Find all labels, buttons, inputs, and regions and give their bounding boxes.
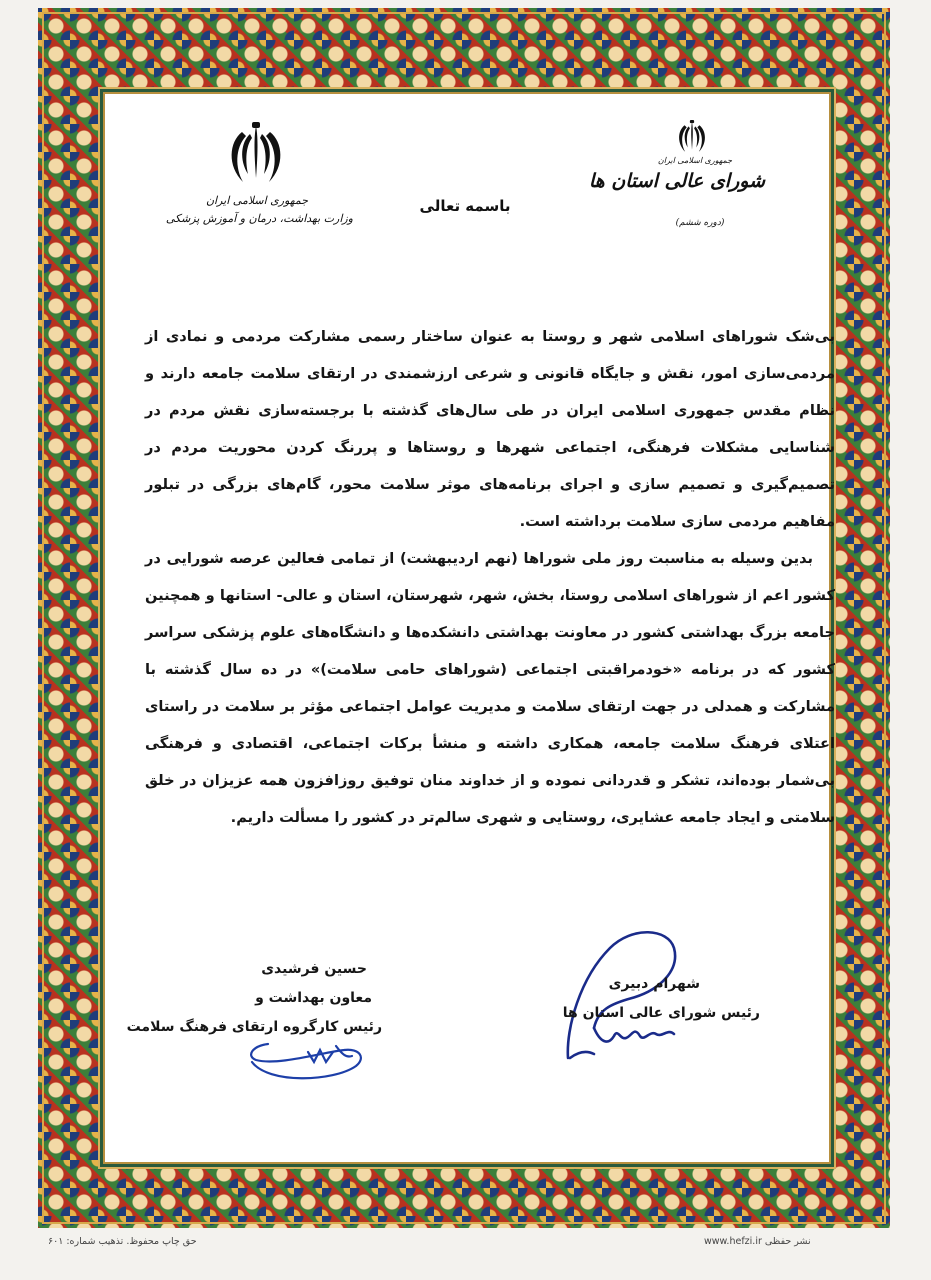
handwritten-signature-left	[238, 1032, 378, 1092]
letter-heading: باسمه تعالی	[419, 197, 511, 215]
signer-title-left-2: رئیس کارگروه ارتقای فرهنگ سلامت	[126, 1019, 382, 1035]
ministry-of-health-logo	[165, 118, 353, 238]
signer-name-left: حسین فرشیدی	[261, 961, 367, 977]
body-paragraph-1: بی‌شک شوراهای اسلامی شهر و روستا به عنوان ساختار رسمی مشارکت مردمی و نمادی از مردمی‌سازی امور، نقش و جایگاه قانونی و شرعی ارزشمندی در ارتقای سلامت جامعه دارند و نظام مقدس جمهوری اسلامی ایران در طی سال‌های گذشته با برجسته‌سازی نقش مردم در شناسایی مشکلات فرهنگی، اجتماعی شهرها و روستاها و پررنگ کردن محوریت مردم در تصمیم‌گیری و تصمیم سازی و اجرای برنامه‌های موثر سلامت محور، گام‌های بزرگی در تبلور مفاهیم مردمی سازی سلامت برداشته است.	[145, 328, 835, 530]
footer-website: www.hefzi.ir نشر حفظی	[704, 1236, 811, 1247]
body-paragraph-2: بدین وسیله به مناسبت روز ملی شوراها (نهم اردیبهشت) از تمامی فعالین عرصه شورایی در کشور اعم از شوراهای اسلامی روستا، بخش، شهر، شهرستان، استان و عالی- استانها و همچنین جامعه بزرگ بهداشتی کشور در معاونت بهداشتی دانشکده‌ها و دانشگاه‌های علوم پزشکی سراسر کشور که در برنامه «خودمراقبتی اجتماعی (شوراهای حامی سلامت)» در ده سال گذشته با مشارکت و همدلی در جهت ارتقای سلامت و مدیریت عوامل اجتماعی مؤثر بر سلامت در راستای اعتلای فرهنگ سلامت جامعه، همکاری داشته و منشأ برکات اجتماعی، اقتصادی و فرهنگی بی‌شمار بوده‌اند، تشکر و قدردانی نموده و از خداوند منان توفیق روزافزون همه عزیزان در خلق سلامتی و ایجاد جامعه عشایری، روستایی و شهری سالم‌تر در کشور را مسألت داریم.	[145, 550, 835, 826]
footer-copyright: حق چاپ محفوظ. تذهیب شماره: ۶۰۱	[48, 1236, 197, 1247]
right-logo-line1: جمهوری اسلامی ایران	[657, 156, 733, 165]
signer-name-right: شهرام دبیری	[608, 976, 700, 992]
right-logo-line2: شورای عالی استان ها	[588, 170, 765, 192]
left-logo-line1: جمهوری اسلامی ایران	[205, 194, 308, 207]
signer-title-right-1: رئیس شورای عالی استان ها	[562, 1005, 760, 1021]
iran-emblem-icon	[221, 122, 291, 190]
right-logo-line3: (دوره ششم)	[675, 218, 725, 228]
iran-emblem-icon	[672, 120, 712, 156]
letter-body	[145, 318, 835, 836]
signer-title-left-1: معاون بهداشت و	[255, 990, 372, 1006]
supreme-council-logo	[588, 118, 765, 248]
signature-block-right	[540, 970, 760, 1028]
left-logo-line2: وزارت بهداشت، درمان و آموزش پزشکی	[165, 212, 353, 225]
signature-block-left	[126, 955, 382, 1042]
